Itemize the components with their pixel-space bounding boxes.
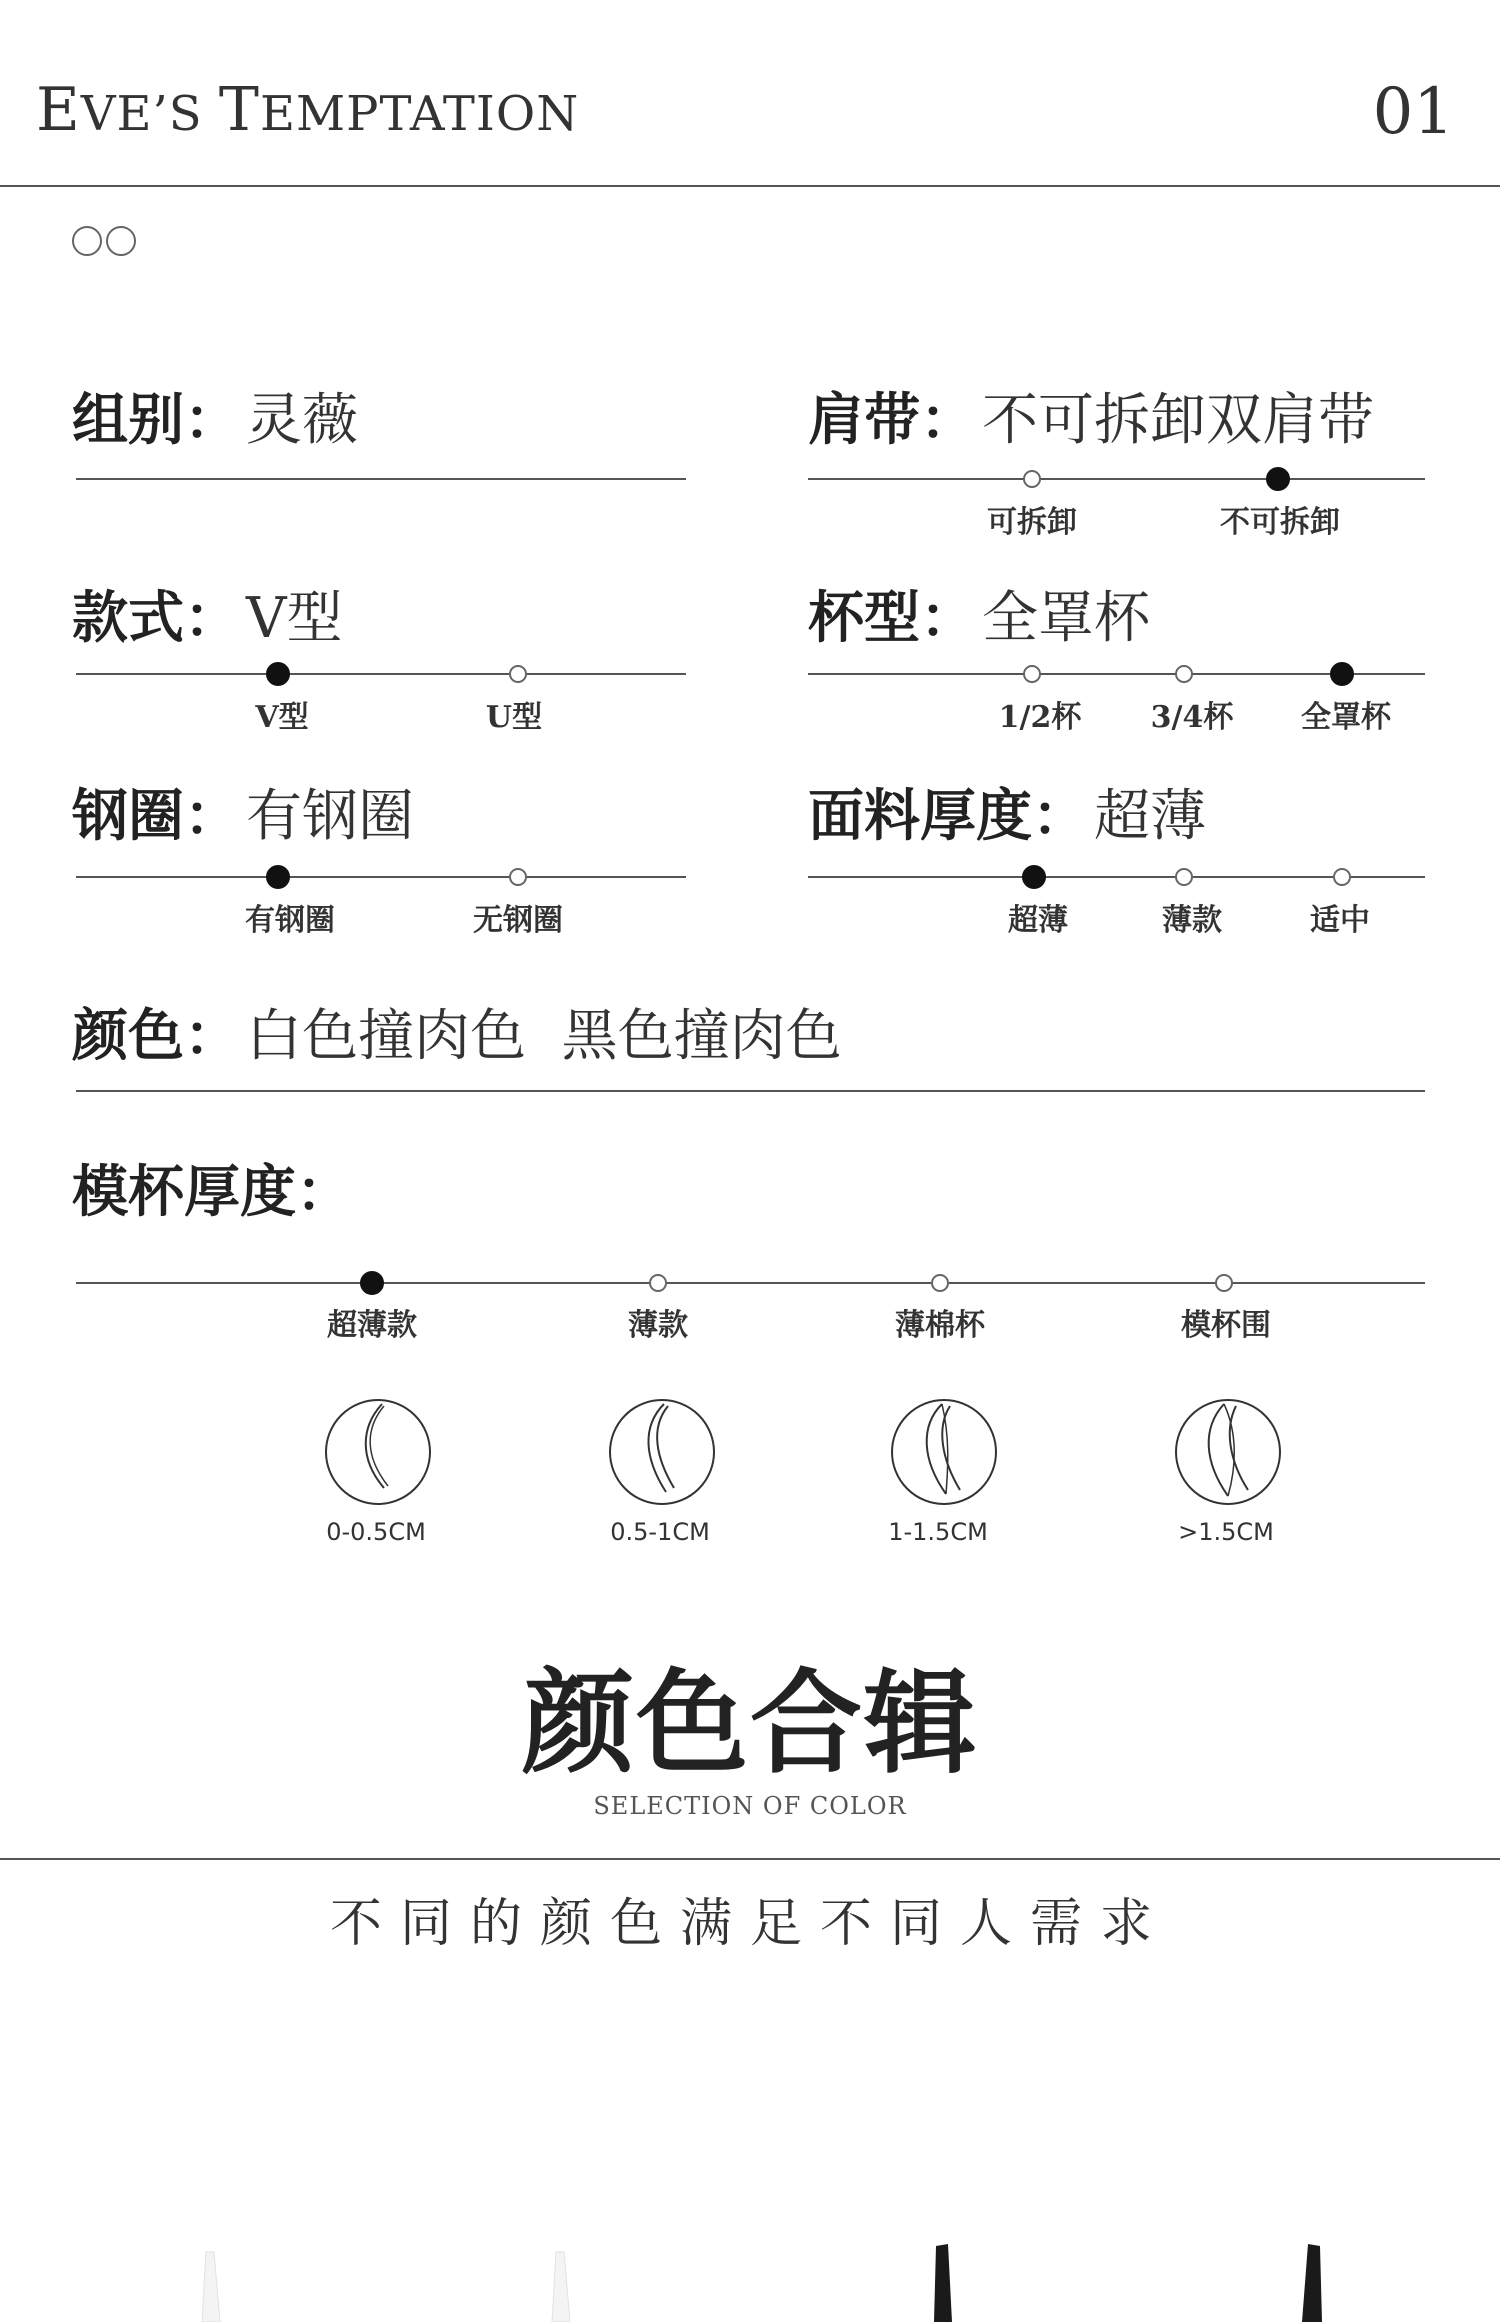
section-divider [0,1858,1500,1860]
spec-fabric-thickness: 面料厚度： 超薄 [808,783,1206,849]
black-bra-strap-right [1288,2236,1338,2322]
strap-option-dot [1023,470,1041,488]
cup-thin-padded-icon [890,1398,998,1506]
cup-type-option-dot [1023,665,1041,683]
strap-track [808,478,1425,480]
wire-option-label: 有钢圈 [245,903,335,938]
mold-cup-option-label: 薄棉杯 [895,1308,985,1343]
fabric-option-label: 薄款 [1162,903,1222,938]
style-track [76,673,686,675]
cup-size-label: 1-1.5CM [888,1518,988,1546]
header-divider [0,185,1500,187]
cup-type-option-label: 全罩杯 [1301,700,1391,735]
strap-option-dot-selected [1266,467,1290,491]
cup-size-label: 0-0.5CM [326,1518,426,1546]
style-option-dot [509,665,527,683]
group-divider [76,478,686,480]
cup-type-option-dot [1175,665,1193,683]
section-subtitle: SELECTION OF COLOR [593,1792,907,1820]
wire-option-dot [509,868,527,886]
mold-cup-option-dot-selected [360,1271,384,1295]
strap-option-label: 可拆卸 [987,505,1077,540]
cup-molded-icon [1174,1398,1282,1506]
mold-cup-option-label: 薄款 [628,1308,688,1343]
fabric-option-dot-selected [1022,865,1046,889]
fabric-option-dot [1175,868,1193,886]
section-tagline: 不同的颜色满足不同人需求 [329,1894,1170,1954]
fabric-option-label: 适中 [1310,903,1370,938]
cup-type-option-label: 1/2杯 [998,700,1082,735]
spec-cup-type: 杯型： 全罩杯 [808,585,1150,651]
style-option-dot-selected [266,662,290,686]
fabric-option-dot [1333,868,1351,886]
cup-type-option-label: 3/4杯 [1150,700,1234,735]
black-bra-strap-left [918,2236,968,2322]
mold-cup-option-label: 模杯围 [1181,1308,1271,1343]
cup-ultra-thin-icon [324,1398,432,1506]
wire-option-label: 无钢圈 [473,903,563,938]
white-bra-strap-left [180,2240,240,2322]
cup-size-label: 0.5-1CM [610,1518,710,1546]
mold-cup-option-dot [931,1274,949,1292]
cup-thin-icon [608,1398,716,1506]
strap-option-label: 不可拆卸 [1220,505,1340,540]
color-divider [76,1090,1425,1092]
decorative-circles [72,226,136,256]
white-bra-strap-right [530,2240,590,2322]
spec-mold-cup: 模杯厚度： [72,1159,352,1225]
cup-size-label: >1.5CM [1178,1518,1274,1546]
wire-track [76,876,686,878]
spec-style: 款式： V型 [72,585,343,651]
spec-wire: 钢圈： 有钢圈 [72,783,414,849]
fabric-option-label: 超薄 [1008,903,1068,938]
mold-cup-option-dot [649,1274,667,1292]
style-option-label: U型 [485,700,543,735]
cup-type-option-dot-selected [1330,662,1354,686]
spec-group: 组别： 灵薇 [72,387,358,453]
section-title: 颜色合辑 [522,1658,978,1789]
wire-option-dot-selected [266,865,290,889]
spec-color: 颜色： 白色撞肉色 黑色撞肉色 [72,1003,842,1069]
style-option-label: V型 [255,700,309,735]
brand-logo: EVE’S TEMPTATION [36,75,580,145]
mold-cup-option-dot [1215,1274,1233,1292]
mold-cup-option-label: 超薄款 [327,1308,417,1343]
spec-strap: 肩带： 不可拆卸双肩带 [808,387,1374,453]
page-number: 01 [1372,75,1454,149]
